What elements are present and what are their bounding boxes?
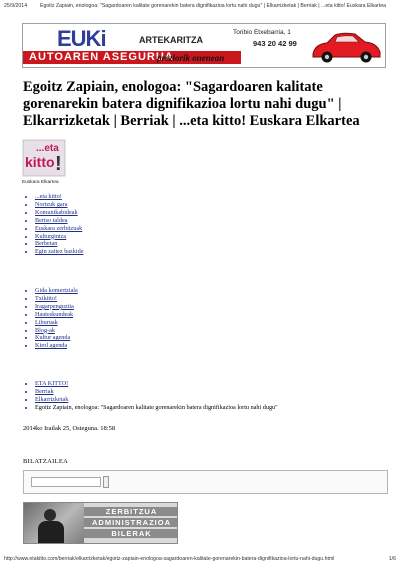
nav-link[interactable]: Euskara zerbitzuak (35, 224, 83, 232)
print-page-title: Egoitz Zapiain, enologoa: "Sagardoaren kalitate gorenarekin batera dignifikazioa lortu nahi dugu" | Elkarrizketak | Berriak | ...eta kitto! Euskara Elkartea (40, 3, 386, 9)
breadcrumb-item[interactable] (35, 396, 278, 404)
nav-item[interactable] (35, 342, 78, 350)
nav-link[interactable]: Blog-ak (35, 326, 55, 334)
car-icon (309, 30, 383, 64)
nav-link[interactable]: Gida komertziala (35, 287, 78, 294)
search-input[interactable] (31, 477, 101, 487)
nav-link[interactable]: ...eta kitto! (35, 193, 62, 200)
logo-mark: ! (55, 153, 62, 175)
nav-item[interactable] (35, 295, 78, 303)
nav-item[interactable] (35, 201, 83, 209)
ad-line: ZERBITZUA (84, 507, 178, 516)
nav-link[interactable]: Egin zaitez bazkide (35, 248, 84, 256)
eta-kitto-logo[interactable] (22, 138, 67, 178)
nav-item[interactable] (35, 334, 78, 342)
logo-line2: kitto (25, 154, 55, 170)
nav-item[interactable] (35, 287, 78, 295)
ad-phone: 943 20 42 99 (253, 39, 297, 48)
ad-band-text: AUTOAREN ASEGURUA (29, 51, 174, 63)
nav-item[interactable] (35, 248, 83, 256)
breadcrumb-current (35, 404, 278, 412)
insurance-ad-banner[interactable] (22, 23, 386, 68)
nav-link[interactable]: Kulturgintza (35, 232, 67, 240)
breadcrumb-link[interactable]: Berriak (35, 387, 54, 395)
ad-address: Toribio Etxebarria, 1 (233, 29, 291, 36)
nav-item[interactable] (35, 225, 83, 233)
nav-link[interactable]: Komunikabideak (35, 208, 78, 216)
ad-brand: EUKi (57, 26, 106, 51)
breadcrumb-item[interactable] (35, 380, 278, 388)
nav-item[interactable] (35, 217, 83, 225)
nav-item[interactable] (35, 209, 83, 217)
ad-line: ADMINISTRAZIOA (84, 518, 178, 527)
print-footer (4, 556, 396, 562)
search-button[interactable] (103, 476, 109, 488)
page-title: Egoitz Zapiain, enologoa: "Sagardoaren kalitate gorenarekin batera dignifikazioa lortu nahi dugu" | Elkarrizketak | Berriak | ...eta kitto! Euskara Elkartea (23, 79, 360, 129)
nav-item[interactable] (35, 240, 83, 248)
breadcrumb (30, 380, 278, 412)
breadcrumb-current-text: Egoitz Zapiain, enologoa: "Sagardoaren kalitate gorenarekin batera dignifikazioa lortu nahi dugu" (35, 403, 278, 411)
person-body (38, 521, 64, 544)
print-page-number: 1/6 (388, 556, 396, 562)
print-date: 25/9/2014 (4, 3, 28, 9)
office-photo (24, 503, 84, 544)
services-ad-banner[interactable] (23, 502, 178, 544)
breadcrumb-link[interactable]: Elkarrizketak (35, 395, 69, 403)
nav-link[interactable]: Nortzuk gara (35, 200, 68, 208)
logo-caption: Euskara Elkartea (22, 180, 59, 185)
nav-link[interactable]: Hauteskundeak (35, 310, 74, 318)
nav-item[interactable] (35, 193, 83, 201)
nav-item[interactable] (35, 303, 78, 311)
nav-item[interactable] (35, 327, 78, 335)
nav-item[interactable] (35, 233, 83, 241)
nav-item[interactable] (35, 311, 78, 319)
nav-link[interactable]: Kultur agenda (35, 334, 71, 342)
print-url: http://www.etakitto.com/berriak/elkarrizketak/egoitz-zapiain-enologoa-sagardoaren-kalitate-gorenarekin-batera-dignifikazioa-lortu-nahi-dugu.html (4, 556, 335, 562)
search-panel (23, 470, 388, 494)
nav-item[interactable] (35, 319, 78, 327)
ad-services-text (84, 507, 178, 539)
ad-subtitle: ARTEKARITZA (139, 35, 203, 45)
nav-link[interactable]: Kirol agenda (35, 342, 68, 350)
main-nav (30, 193, 83, 256)
print-header (4, 3, 396, 9)
search-heading: BILATZAILEA (23, 458, 69, 465)
nav-link[interactable]: Berbetan (35, 240, 58, 248)
nav-link[interactable]: Bertso taldea (35, 216, 68, 224)
secondary-nav (30, 287, 78, 350)
article-date: 2014ko Irailak 25, Osteguna. 18:58 (23, 425, 116, 432)
nav-link[interactable]: Iragarpenguztia (35, 302, 74, 310)
nav-link[interactable]: Liburuak (35, 318, 58, 326)
ad-line: BILERAK (84, 529, 178, 538)
breadcrumb-link[interactable]: ETA KITTO! (35, 380, 69, 387)
person-head (44, 509, 56, 521)
ad-slogan: preziorik onenean (157, 53, 225, 63)
nav-link[interactable]: Txikitto! (35, 294, 57, 302)
breadcrumb-item[interactable] (35, 388, 278, 396)
logo-line1: ...eta (36, 143, 59, 154)
